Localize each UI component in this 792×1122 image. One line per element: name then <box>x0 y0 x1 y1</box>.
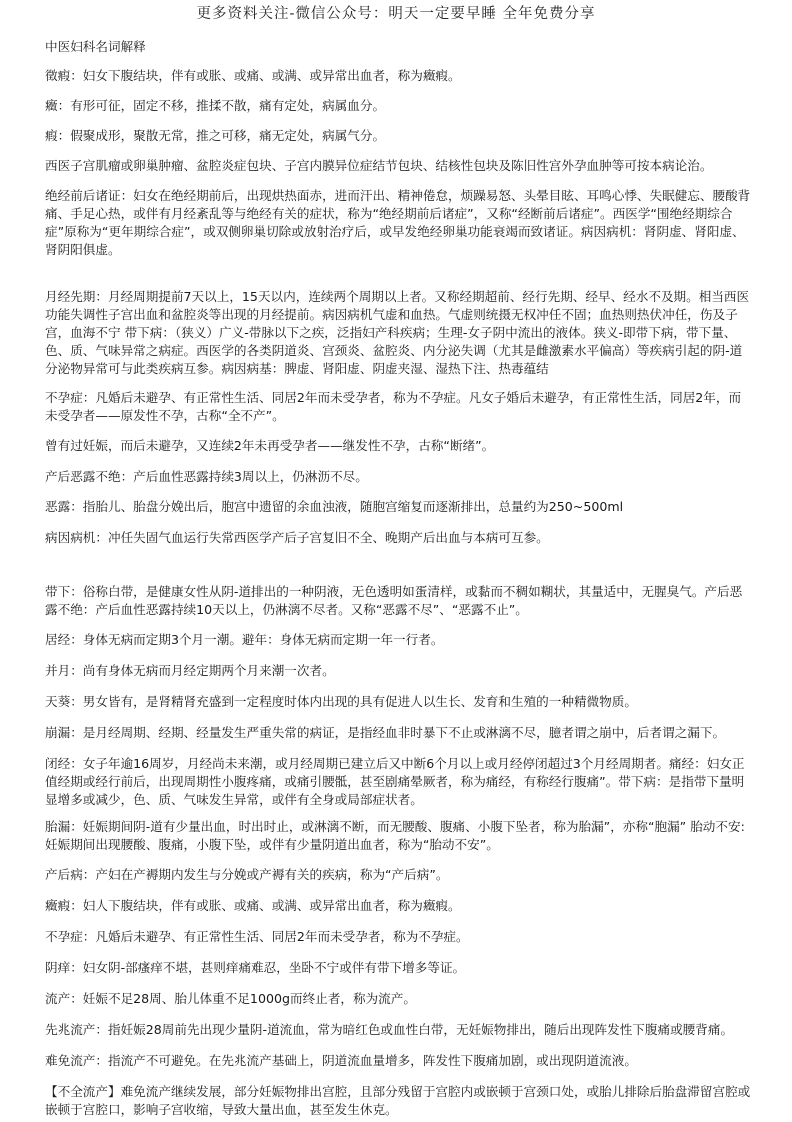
paragraph: 带下：俗称白带，是健康女性从阴-道排出的一种阴液，无色透明如蛋清样，或黏而不稠如糊状，其量适中，无腥臭气。产后恶露不绝：产后血性恶露持续10天以上，仍淋漓不尽者。又称“恶露不尽”、“恶露不止”。 <box>45 584 743 617</box>
paragraph: 闭经：女子年逾16周岁，月经尚未来潮，或月经周期已建立后又中断6个月以上或月经停闭超过3个月经周期者。痛经：妇女正值经期或经行前后，出现周期性小腹疼痛，或痛引腰骶，甚至剧痛晕厥者，称为痛经，有称经行腹痛”。带下病：是指带下量明显增多或减少，色、质、气味发生异常，或伴有全身或局部症状者。 <box>45 756 745 807</box>
paragraph: 恶露：指胎儿、胎盘分娩出后，胞宫中遗留的余血浊液，随胞宫缩复而逐渐排出，总量约为250~500ml <box>45 499 624 514</box>
paragraph: 产后病：产妇在产褥期内发生与分娩或产褥有关的疾病，称为“产后病”。 <box>45 867 449 882</box>
paragraph: 产后恶露不绝：产后血性恶露持续3周以上，仍淋沥不尽。 <box>45 469 368 484</box>
paragraph: 绝经前后诸证：妇女在绝经期前后，出现烘热面赤，进而汗出、精神倦怠，烦躁易怒、头晕目眩、耳鸣心悸、失眠健忘、腰酸背痛、手足心热，或伴有月经紊乱等与绝经有关的症状，称为“绝经期前后诸症”，又称“经断前后诸症”。西医学“围绝经期综合症”原称为“更年期综合症”，或双侧卵巢切除或放射治疗后，或早发绝经卵巢功能衰竭而致诸证。病因病机：肾阴虚、肾阳虚、肾阴阳俱虚。 <box>45 188 751 257</box>
paragraph: 胎漏：妊娠期间阴-道有少量出血，时出时止，或淋漓不断，而无腰酸、腹痛、小腹下坠者，称为胎漏”，亦称“胞漏” 胎动不安:妊娠期间出现腰酸、腹痛，小腹下坠，或伴有少量阴道出血者，称为“胎动不安”。 <box>45 819 745 852</box>
paragraph: 病因病机：冲任失固气血运行失常西医学产后子宫复旧不全、晚期产后出血与本病可互参。 <box>45 530 549 545</box>
paragraph: 月经先期：月经周期提前7天以上，15天以内，连续两个周期以上者。又称经期超前、经行先期、经早、经水不及期。相当西医功能失调性子宫出血和盆腔炎等出现的月经提前。病因病机气虚和血热。气虚则统摄无权冲任不固；血热则热伏冲任，伤及子宫，血海不宁 带下病：（狭义）广义-带脉以下之疾，泛指妇产科疾病；生理-女子阴中流出的液体。狭义-即带下病，带下量、色、质、气味异常之病症。西医学的各类阴道炎、宫颈炎、盆腔炎、内分泌失调（尤其是雌激素水平偏高）等疾病引起的阴-道分泌物异常可与此类疾病互参。病因病基：脾虚、肾阳虚、阴虚夹湿、湿热下注、热毒蕴结 <box>45 289 750 376</box>
paragraph: 曾有过妊娠，而后未避孕，又连续2年未再受孕者——继发性不孕，古称“断绪”。 <box>45 438 495 453</box>
paragraph: 徵瘕：妇女下腹结块，伴有或胀、或痛、或满、或异常出血者，称为癥瘕。 <box>45 68 461 83</box>
paragraph: 【不全流产】难免流产继续发展，部分妊娠物排出宫腔，且部分残留于宫腔内或嵌顿于宫颈口处，或胎儿排除后胎盘滞留宫腔或嵌顿于宫腔口，影响子宫收缩，导致大量出血，甚至发生休克。 <box>45 1084 751 1117</box>
paragraph: 不孕症：凡婚后未避孕、有正常性生活、同居2年而未受孕者，称为不孕症。 <box>45 929 469 944</box>
paragraph: 居经：身体无病而定期3个月一潮。避年：身体无病而定期一年一行者。 <box>45 632 444 647</box>
paragraph: 天葵：男女皆有，是肾精肾充盛到一定程度时体内出现的具有促进人以生长、发育和生殖的一种精微物质。 <box>45 694 637 709</box>
page-header-banner: 更多资料关注-微信公众号：明天一定要早睡 全年免费分享 <box>196 6 596 22</box>
paragraph: 瘕：假聚成形，聚散无常，推之可移，痛无定处，病属气分。 <box>45 128 386 143</box>
paragraph: 先兆流产：指妊娠28周前先出现少量阴-道流血，常为暗红色或血性白带，无妊娠物排出，随后出现阵发性下腹痛或腰背痛。 <box>45 1022 734 1037</box>
paragraph: 阴痒：妇女阴-部瘙痒不堪，甚则痒痛难忍，坐卧不宁或伴有带下增多等证。 <box>45 960 466 975</box>
paragraph: 西医子宫肌瘤或卵巢肿瘤、盆腔炎症包块、子宫内膜异位症结节包块、结核性包块及陈旧性宫外孕血肿等可按本病论治。 <box>45 158 713 173</box>
paragraph: 癥瘕：妇人下腹结块，伴有或胀、或痛、或满、或异常出血者，称为癥瘕。 <box>45 898 461 913</box>
paragraph: 癥：有形可征，固定不移，推揉不散，痛有定处，病属血分。 <box>45 98 386 113</box>
paragraph: 并月：尚有身体无病而月经定期两个月来潮一次者。 <box>45 663 335 678</box>
paragraph: 难免流产：指流产不可避免。在先兆流产基础上，阴道流血量增多，阵发性下腹痛加剧，或出现阴道流液。 <box>45 1053 637 1068</box>
paragraph: 不孕症：凡婚后未避孕、有正常性生活、同居2年而未受孕者，称为不孕症。凡女子婚后未避孕，有正常性生活，同居2年，而未受孕者——原发性不孕，古称“全不产”。 <box>45 390 742 423</box>
document-title: 中医妇科名词解释 <box>45 39 146 54</box>
paragraph: 崩漏：是月经周期、经期、经量发生严重失常的病证，是指经血非时暴下不止或淋漓不尽，臆者谓之崩中，后者谓之漏下。 <box>45 725 726 740</box>
paragraph: 流产：妊娠不足28周、胎儿体重不足1000g而终止者，称为流产。 <box>45 991 416 1006</box>
